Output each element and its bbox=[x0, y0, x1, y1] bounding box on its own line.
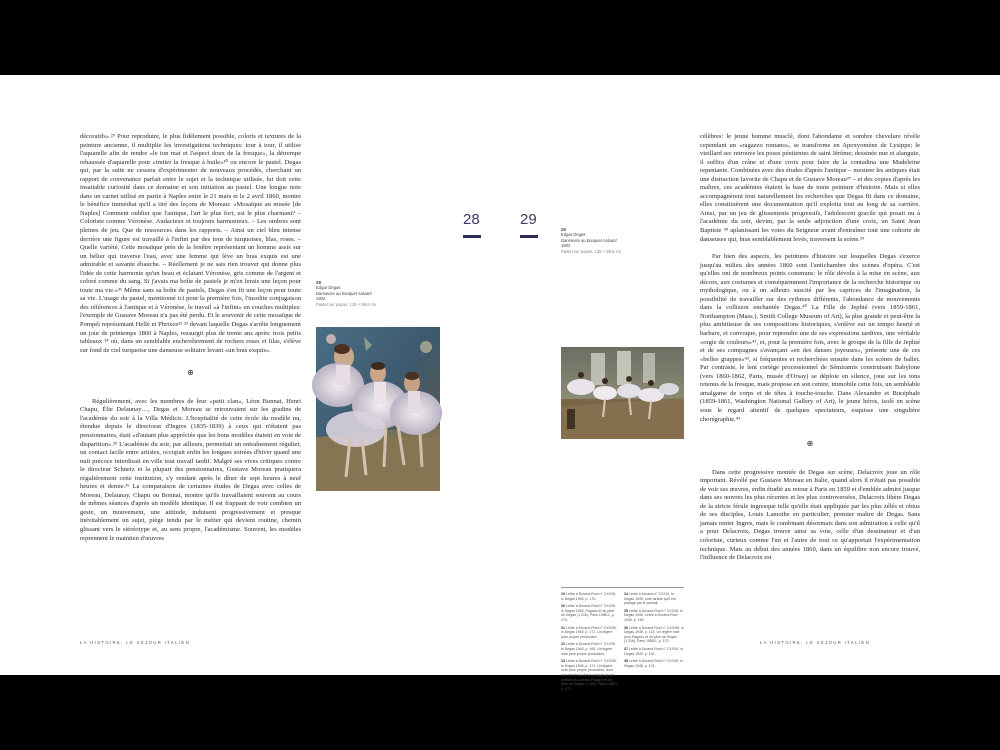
right-paragraph-2: Par bien des aspects, les peintures d'histoire sur lesquelles Degas s'exerce jusqu'au milieu des années 1860 sont l'antichambre des scènes d'opéra. C'est qu'elles ont de nombreux points communs: le rôle dévolu à la mise en scène, aux décors, aux costumes et conséquemment l'importance de la recherche historique ou mythologique, ou à un ailleurs suscité par les caprices de l'imagination, la possibilité de travailler sur des rythmes différents, l'abondance de mouvements dans la collision enchantée Degas.⁴⁰ La Fille de Jephté (vers 1859-1861, Northampton (Mass.), Smith College Museum of Art), la plus grande et peut-être la plus ambitieuse de ses compositions historiques, s'enlève sur un tempo heurté et barbare, et convoque, pour reprendre une de ses expressions tardives, une véritable «orgie de couleurs»⁴¹, et, pour la première fois, avec le groupe de la fille de Jephté et de ses compagnes s'avançant «en des danses joyeuses», présente une de ces «belles grappes»⁴², si fréquentes et recherchées ensuite dans les scènes de ballet. Par contraste, le lent cortège processionnel de Sémiramis construisant Babylone (vers 1860-1862, Paris, musée d'Orsay) se déploie en silence, joue sur les tons retenus de la fresque, mais propose en son centre, immobile cette fois, un semblable amalgame de corps et de têtes à touche-touche. Dans Alexandre et Bucéphale (1859-1861, Washington National Gallery of Art), le jeune héros, isolé en scène sous le regard attentif de quelques spectateurs, esquisse une singulière chorégraphie.⁴³ bbox=[700, 253, 920, 423]
right-paragraph-3: Dans cette progressive montée de Degas sur scène, Delacroix joue un rôle important. Révélé par Gustave Moreau en Italie, quand alors il n'était pas possible de voir ses œuvres, enfin étudié au retour à Paris en 1859 et d'emblée admiré jusque dans ses œuvres les plus récentes et les plus controversées, Delacroix libère Degas de la stricte férule ingresque telle qu'elle était appliquée par les plus zélés et obtus de ses disciples, Louis Lamothe en particulier, premier maître de Degas. Sans jamais renier Ingres, mais le combinant désormais dans son admiration à celle qu'il a pour Delacroix, Degas trouve ainsi sa voie, celle d'un dessinateur et d'un coloriste, curieux comme l'un et l'autre de tout ce qu'apportait l'expérimentation technique. Mais au début des années 1860, dans un équilibre non encore trouvé, l'influence de Delacroix est bbox=[700, 468, 920, 562]
left-text-column bbox=[80, 133, 301, 543]
left-artwork-caption bbox=[316, 280, 426, 307]
right-section-mark: ⊕ bbox=[806, 439, 814, 449]
right-text-column bbox=[700, 133, 920, 563]
footnote-item: 38 Lettre à Durand-Ruel n° CXXXII, in Degas 1945, p. 101. bbox=[624, 659, 684, 668]
footnote-item: 32 Lettre à Durand-Ruel n° CXXXII, in Degas 1945, p. 169. Un légère note pour propre production. bbox=[561, 642, 617, 656]
left-caption-date: 1902 bbox=[316, 296, 326, 302]
footnote-item: 37 Lettre à Durand-Ruel n° CXXXII, in Degas 1945, p. 101. bbox=[624, 646, 684, 656]
left-paragraph-2: Régulièrement, avec les membres de leur «petit clan», Léon Bonnat, Henri Chapu, Élie Delaunay…, Degas et Moreau se retrouvaient sur les gradins de l'académie du soir à la Villa Médicis. L'hospitalité de cette école du modèle nu, étendue depuis le directorat d'Ingres (1835-1839) à ceux qui n'étaient pas pensionnaires, était «d'autant plus appréciée que les bons modèles étaient en voie de disparition».³⁵ L'académie du soir, par ailleurs, permettait un entraînement régulier, un contact facile entre artistes, occupait enfin les longues soirées d'hiver quand une nuit précoce interdisait en ville tout travail tardif. Malgré ses vives critiques contre le directeur Schnetz et la plupart des pensionnaires, Gustave Moreau pratiquera régulièrement cette institution, s'y rendant après le dîner de sept heures à neuf heures et demie.³⁶ La comparaison de certaines études de Degas avec celles de Moreau, Delaunay, Chapu ou Bonnat, montre qu'ils travaillaient souvent au cours de mêmes séances d'après un modèle identique. Il est frappant de voir combien un geste, un mouvement, une attitude, induisent progressivement et presque inévitablement un sujet, piège tendu par le métier qui devient routine, chemin glissant vers le stéréotype et, au sens propre, l'académisme. Souvent, les modèles reprennent le maintien d'œuvres bbox=[80, 397, 301, 542]
right-artwork-caption bbox=[561, 227, 661, 254]
left-section-mark: ⊕ bbox=[187, 368, 194, 378]
page-number-left: 28 bbox=[463, 211, 480, 228]
book-spread bbox=[0, 75, 1000, 691]
left-artwork-dancers-image bbox=[316, 327, 440, 491]
page-number-right-bar bbox=[520, 235, 538, 238]
left-caption-number: 28 bbox=[316, 280, 321, 285]
footnote-item: 36 Lettre à Durand-Ruel n° CXXXIII, in Degas 1945, p. 101. Un légère note pour Pagano et du père de Degas (1.316). Paris 1988-1, p. 170. bbox=[624, 625, 684, 644]
footnote-item: 30 Lettre à Durand-Ruel n° CXXXII, in Degas 1945, Pagano et du père de Degas (1.316). Paris 1988-1, p. 170. bbox=[561, 604, 617, 622]
footnotes-rule bbox=[561, 587, 684, 588]
footnotes-column-1 bbox=[561, 592, 619, 691]
page-number-right: 29 bbox=[520, 211, 537, 228]
right-artwork-dance-class-image bbox=[561, 347, 684, 439]
right-paragraph-1: célèbres: le jeune homme musclé, dont l'abondante et sombre chevelure révèle cependant un «ragazzo romano», se transforme en Apoxyomène de Lysippe; le vieillard sec retrouve les poses pénitentes de saint Jérôme; dessinée nue et alanguie, il suffira d'un crâne et d'une croix pour faire de la contadina une Madeleine repentante. Combinées avec des études d'après l'antique – mesurer les antiques était une distraction favorite de Chapu et de Gustave Moreau³⁷ – et des copies d'après les maîtres, ces académies étaient la base de toute peinture d'histoire. Mais si elles accompagnèrent tout naturellement les recherches que Degas fit dans ce domaine, elles constituèrent une documentation qu'il exploita tout au long de sa carrière. Ainsi, par un jeu de glissements progressifs, l'adolescent gracile qui posait nu à l'académie du soir, devint, par la seule adjonction d'une croix, un Saint Jean Baptiste ³⁸ aplanissant les voies du Seigneur avant d'entraîner tout une cohorte de danseuses qui, bras semblablement levés, traversent la scène.³⁹ bbox=[700, 133, 920, 243]
footer-right: LA HISTOIRE, LE SÉJOUR ITALIEN bbox=[760, 640, 871, 645]
footnote-item: 29 Lettre à Durand-Ruel n° CXXXII, in Degas 1945, p. 170. bbox=[561, 592, 617, 601]
left-caption-title: Danseuse au bouquet saluant bbox=[316, 290, 372, 296]
page-number-left-bar bbox=[463, 235, 481, 238]
left-paragraph-1: décoratifs».²⁹ Pour reproduire, le plus fidèlement possible, coloris et textures de la peinture ancienne, il multiplie les investigations techniques: tour à tour, il utilise l'aquarelle afin de rendre «le ton mat et l'aspect doux de la fresque», la détrempe rehaussée d'aquarelle pour «imiter la fresque à huile»³⁰ ou encore le pastel. Degas qui, par la suite ne cessera d'expérimenter de nouveaux procédés, cherchant un rapport de convenance parfait entre le sujet et la technique utilisée, lui doit cette insatiable curiosité dans ce domaine et son initiation au pastel. Une longue note dans un carnet utilisé en partie à Naples entre le 21 mars et le 2 avril 1860, montre le bénéfice immédiat qu'il a tiré des leçons de Moreau: «Mosaïque au musée [de Naples] Comment oublier que l'antique, l'art le plus fort, est le plus charmant? – Coloriste comme Véronèse. Audacieux et toujours harmonieux. – Les ombres sont pleines de jeu. Que de ressources dans les rapports. – Ainsi un ciel bleu intense derrière une figure est travaillé à l'infini par des tons de turquoises, lilas, roses. – Quelle variété. Cette mosaïque près de la fenêtre représentant un homme assis sur un bélier qui traverse l'eau, avec une femme qui lève un bras exquis est une admirable et savante ébauche. – Réellement je ne sais rien trouver qui donne plus l'idée de cette harmonie qu'un beau et éclatant Véronèse, gris comme de l'argent et coloré comme du sang. Si j'avais ma boîte de pastels je m'en ferais une leçon pour toute ma vie.»³¹ Même sans sa boîte de pastels, Degas s'en fit une leçon pour toute sa vie. L'usage du pastel, mentionné ici pour la première fois, l'insolite conjugaison des références à l'antique et à Véronèse, le travail «à l'infini» en couches multiples: l'exemple de Gustave Moreau n'a pas été perdu. Et le souvenir de cette mosaïque de Pompéi représentant Hellé et Phrixos³² ³³ devant laquelle Degas s'arrête longuement un jour de printemps 1860 à Naples, ressurgit plus de trente ans après: trois petits tableaux ³⁴ où, dans un semblable enchevêtrement de rochers roses et lilas, s'élève sur fond de ciel turquoise une danseuse solitaire levant «un bras exquis». bbox=[80, 133, 301, 354]
right-caption-title: Danseuse au bouquet saluant bbox=[561, 237, 617, 243]
footer-left: LA HISTOIRE, LE SÉJOUR ITALIEN bbox=[80, 640, 191, 645]
footnote-item: 34 Lettre à Durand n° CXXXI, in Degas 1945, note tarisse qu'il est partagé par le portrait. bbox=[624, 592, 676, 606]
left-caption-artist: Edgar Degas bbox=[316, 285, 341, 291]
right-caption-number: 29 bbox=[561, 227, 566, 232]
footnote-item: 33 Lettre à Durand-Ruel n° CXXXIII, in Degas 1945, p. 171. Un légère note pour propre production, dont non remise qu'il est partagé par le portrait de Lorenzo Pagano et du père de Degas (1.316). Paris 1988-1, p. 170. bbox=[561, 659, 619, 691]
right-caption-artist: Edgar Degas bbox=[561, 232, 586, 238]
right-caption-medium: Pastel sur papier, 135 × 98,8 cm bbox=[561, 248, 622, 254]
footnote-item: 35 Lettre à Durand-Ruel n° CXXXII, in Degas 1945, Lettre à Durand-Ruel 1945, p. 169. bbox=[624, 608, 684, 622]
right-caption-date: 1902 bbox=[561, 243, 571, 249]
left-caption-medium: Pastel sur papier, 135 × 98,8 cm bbox=[316, 301, 377, 307]
footnote-item: 31 Lettre à Durand-Ruel n° CXXXIII, in Degas 1945, p. 171. Un légère pour propre production. bbox=[561, 625, 618, 639]
footnotes-column-2 bbox=[624, 592, 684, 668]
